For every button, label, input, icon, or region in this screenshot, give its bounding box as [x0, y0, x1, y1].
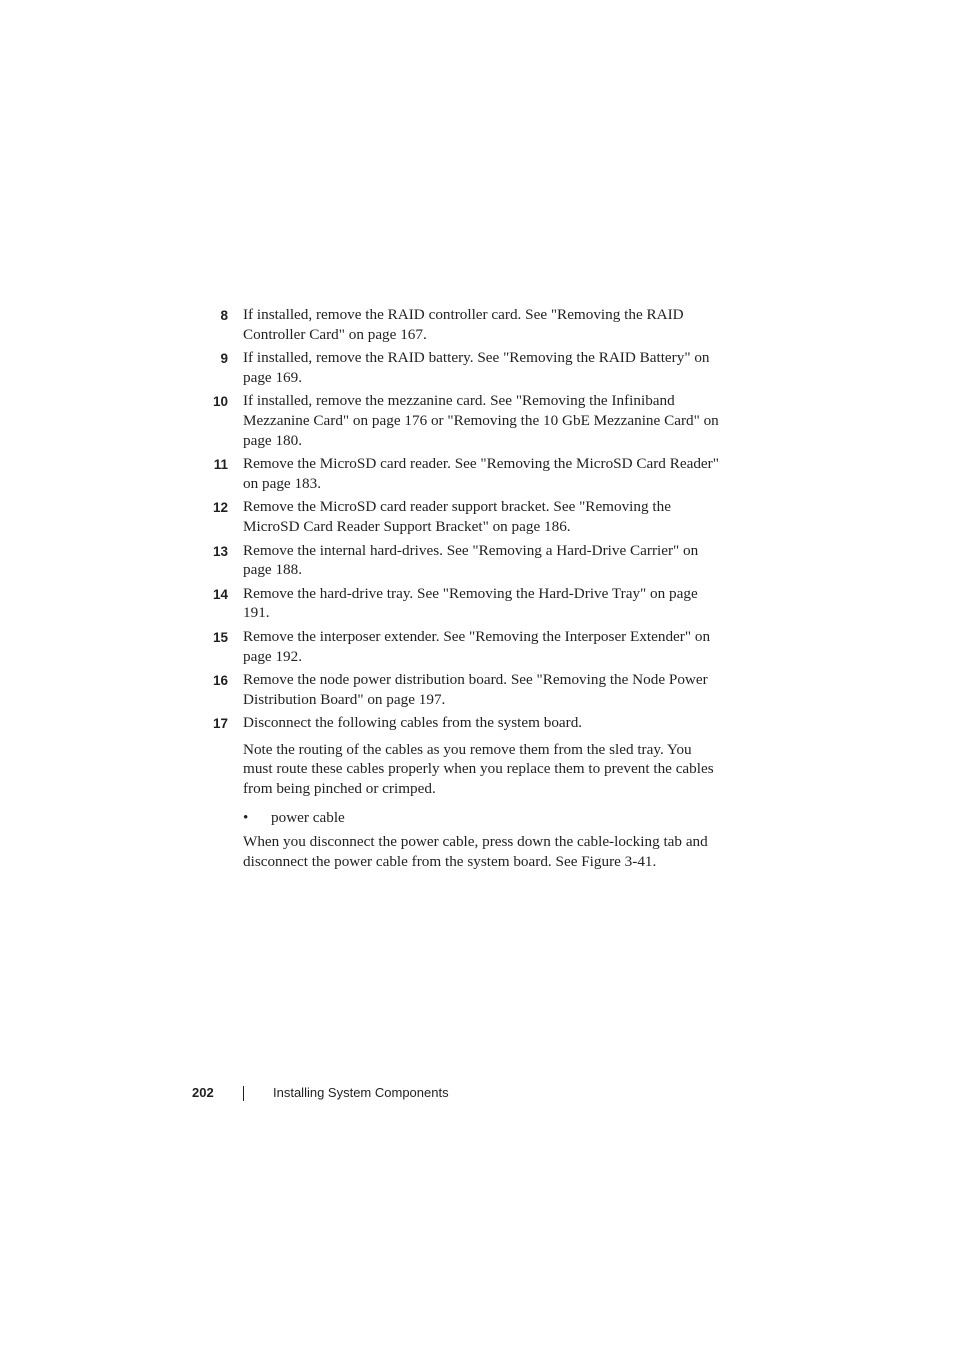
step-item [0, 391, 954, 450]
step-text: If installed, remove the RAID controller card. See "Removing the RAID Controller Card" on page 167. [243, 306, 684, 343]
step-text: Remove the MicroSD card reader. See "Removing the MicroSD Card Reader" on page 183. [243, 455, 719, 492]
section-title: Installing System Components [273, 1085, 449, 1100]
step-number: 8 [220, 308, 228, 323]
step-number: 17 [212, 716, 228, 732]
footer-divider [243, 1086, 244, 1101]
step-item [0, 305, 954, 344]
step-item [0, 670, 954, 709]
step-number: 16 [212, 673, 228, 689]
step-number: 15 [212, 629, 228, 645]
step-text: Remove the node power distribution board. See "Removing the Node Power Distribution Board" on page 197. [243, 671, 708, 708]
step-text: Remove the interposer extender. See "Removing the Interposer Extender" on page 192. [243, 627, 711, 665]
step-text: If installed, remove the RAID battery. See "Removing the RAID Battery" on page 169. [243, 349, 710, 386]
bullet-item [243, 808, 954, 828]
step-item [0, 627, 954, 666]
page-number: 202 [192, 1085, 214, 1100]
step-number: 13 [212, 543, 228, 559]
page-footer [0, 1083, 954, 1103]
step-text: Remove the MicroSD card reader support bracket. See "Removing the MicroSD Card Reader Support Bracket" on page 186. [243, 498, 671, 535]
step-item [0, 454, 954, 493]
step-text: Remove the hard-drive tray. See "Removing the Hard-Drive Tray" on page 191. [243, 584, 698, 622]
power-cable-instruction: When you disconnect the power cable, press down the cable-locking tab and disconnect the power cable from the system board. See Figure 3-41. [243, 833, 708, 870]
step-number: 12 [212, 500, 228, 516]
step-item [0, 348, 954, 387]
step-item [0, 497, 954, 536]
step-number: 11 [213, 457, 228, 473]
step-text: If installed, remove the mezzanine card. See "Removing the Infiniband Mezzanine Card" on page 176 or "Removing the 10 GbE Mezzanine Card" on page 180. [243, 392, 719, 449]
procedure-steps [0, 305, 954, 871]
step-number: 9 [220, 351, 228, 367]
step-item [0, 541, 954, 580]
routing-note: Note the routing of the cables as you remove them from the sled tray. You must route these cables properly when you replace them to prevent the cables from being pinched or crimped. [243, 740, 714, 798]
bullet-icon: • [243, 808, 249, 826]
step-text: Remove the internal hard-drives. See "Removing a Hard-Drive Carrier" on page 188. [243, 541, 699, 579]
step-text: Disconnect the following cables from the system board. [243, 714, 583, 732]
step-number: 10 [212, 394, 228, 410]
step-number: 14 [212, 586, 228, 602]
step-item [0, 584, 954, 623]
step-item [0, 713, 954, 733]
bullet-text: power cable [271, 808, 345, 826]
